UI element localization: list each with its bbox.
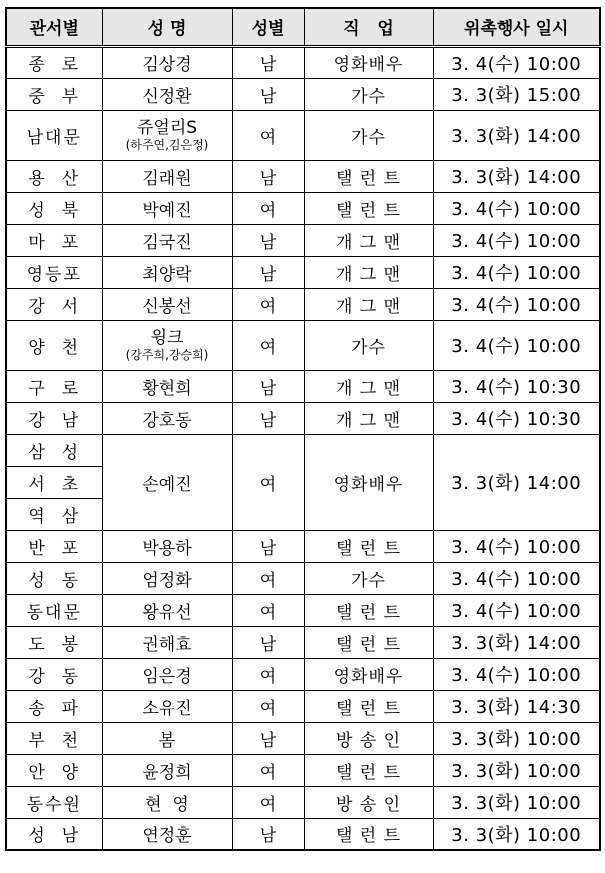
- datetime-cell: 3. 3(화) 14:00: [433, 110, 600, 160]
- gender-cell: 여: [232, 110, 304, 160]
- gender-cell: 남: [232, 78, 304, 110]
- datetime-cell: 3. 4(수) 10:00: [433, 320, 600, 370]
- name-cell: [102, 320, 232, 370]
- job-cell: 가수: [304, 320, 433, 370]
- datetime-cell: 3. 3(화) 14:00: [433, 626, 600, 658]
- station-cell: 성 동: [6, 562, 102, 594]
- table-row: [6, 754, 600, 786]
- name-cell: 강호동: [102, 402, 232, 434]
- job-cell: 개 그 맨: [304, 402, 433, 434]
- name-cell: 김상경: [102, 46, 232, 78]
- job-cell: 개 그 맨: [304, 224, 433, 256]
- job-cell: 개 그 맨: [304, 370, 433, 402]
- station-cell: 도 봉: [6, 626, 102, 658]
- table-row: [6, 562, 600, 594]
- header-row: [6, 8, 600, 46]
- header-datetime: 위촉행사 일시: [433, 8, 600, 46]
- gender-cell: 여: [232, 690, 304, 722]
- name-cell: 김국진: [102, 224, 232, 256]
- name-cell: 손예진: [102, 434, 232, 530]
- ambassador-table: [5, 7, 601, 851]
- name-cell: 권해효: [102, 626, 232, 658]
- job-cell: 가수: [304, 110, 433, 160]
- gender-cell: 남: [232, 256, 304, 288]
- station-cell: 마 포: [6, 224, 102, 256]
- job-cell: 개 그 맨: [304, 288, 433, 320]
- gender-cell: 남: [232, 224, 304, 256]
- station-cell: 용 산: [6, 160, 102, 192]
- job-cell: 탤 런 트: [304, 594, 433, 626]
- gender-cell: 남: [232, 722, 304, 754]
- table-row: [6, 434, 600, 466]
- job-cell: 방 송 인: [304, 722, 433, 754]
- gender-cell: 남: [232, 160, 304, 192]
- header-job: 직 업: [304, 8, 433, 46]
- table-row: [6, 530, 600, 562]
- job-cell: 탤 런 트: [304, 530, 433, 562]
- station-cell: 구 로: [6, 370, 102, 402]
- table-row: [6, 192, 600, 224]
- name-cell: 현 영: [102, 786, 232, 818]
- station-cell: 삼 성: [6, 434, 102, 466]
- datetime-cell: 3. 3(화) 10:00: [433, 818, 600, 850]
- datetime-cell: 3. 4(수) 10:30: [433, 370, 600, 402]
- name-main: 윙크: [150, 328, 184, 348]
- table-row: [6, 626, 600, 658]
- gender-cell: 남: [232, 626, 304, 658]
- name-cell: 황현희: [102, 370, 232, 402]
- table-row: [6, 110, 600, 160]
- job-cell: 탤 런 트: [304, 626, 433, 658]
- gender-cell: 여: [232, 192, 304, 224]
- gender-cell: 남: [232, 370, 304, 402]
- name-cell: 최양락: [102, 256, 232, 288]
- job-cell: 탤 런 트: [304, 818, 433, 850]
- table-row: [6, 78, 600, 110]
- job-cell: 영화배우: [304, 434, 433, 530]
- datetime-cell: 3. 4(수) 10:00: [433, 594, 600, 626]
- table-body: [6, 46, 600, 850]
- name-cell: 임은경: [102, 658, 232, 690]
- datetime-cell: 3. 4(수) 10:00: [433, 224, 600, 256]
- name-members: (하주연,김은정): [125, 138, 209, 152]
- datetime-cell: 3. 3(화) 10:00: [433, 786, 600, 818]
- station-cell: 강 서: [6, 288, 102, 320]
- name-cell: 신정환: [102, 78, 232, 110]
- station-cell: 역 삼: [6, 498, 102, 530]
- job-cell: 탤 런 트: [304, 160, 433, 192]
- job-cell: 영화배우: [304, 658, 433, 690]
- station-cell: 서 초: [6, 466, 102, 498]
- station-cell: 강 동: [6, 658, 102, 690]
- name-cell: 신봉선: [102, 288, 232, 320]
- table-row: [6, 320, 600, 370]
- table-row: [6, 818, 600, 850]
- name-cell: [102, 110, 232, 160]
- station-cell: 남대문: [6, 110, 102, 160]
- table-row: [6, 370, 600, 402]
- table-row: [6, 46, 600, 78]
- table-row: [6, 594, 600, 626]
- gender-cell: 여: [232, 320, 304, 370]
- table-row: [6, 786, 600, 818]
- job-cell: 가수: [304, 562, 433, 594]
- name-cell: 왕유선: [102, 594, 232, 626]
- name-cell: 봄: [102, 722, 232, 754]
- datetime-cell: 3. 3(화) 10:00: [433, 754, 600, 786]
- datetime-cell: 3. 4(수) 10:00: [433, 192, 600, 224]
- datetime-cell: 3. 3(화) 14:00: [433, 434, 600, 530]
- datetime-cell: 3. 4(수) 10:00: [433, 256, 600, 288]
- name-cell: 소유진: [102, 690, 232, 722]
- job-cell: 탤 런 트: [304, 690, 433, 722]
- table-row: [6, 160, 600, 192]
- station-cell: 송 파: [6, 690, 102, 722]
- gender-cell: 여: [232, 434, 304, 530]
- table-row: [6, 690, 600, 722]
- table-row: [6, 256, 600, 288]
- datetime-cell: 3. 4(수) 10:00: [433, 288, 600, 320]
- station-cell: 영등포: [6, 256, 102, 288]
- gender-cell: 남: [232, 402, 304, 434]
- name-cell: 엄정화: [102, 562, 232, 594]
- datetime-cell: 3. 4(수) 10:00: [433, 530, 600, 562]
- job-cell: 개 그 맨: [304, 256, 433, 288]
- table-row: [6, 402, 600, 434]
- name-cell: 박용하: [102, 530, 232, 562]
- station-cell: 동수원: [6, 786, 102, 818]
- datetime-cell: 3. 4(수) 10:00: [433, 562, 600, 594]
- station-cell: 성 남: [6, 818, 102, 850]
- job-cell: 탤 런 트: [304, 192, 433, 224]
- datetime-cell: 3. 4(수) 10:00: [433, 46, 600, 78]
- name-cell: 연정훈: [102, 818, 232, 850]
- job-cell: 탤 런 트: [304, 754, 433, 786]
- name-cell: 박예진: [102, 192, 232, 224]
- datetime-cell: 3. 4(수) 10:30: [433, 402, 600, 434]
- station-cell: 강 남: [6, 402, 102, 434]
- datetime-cell: 3. 3(화) 10:00: [433, 722, 600, 754]
- datetime-cell: 3. 4(수) 10:00: [433, 658, 600, 690]
- gender-cell: 남: [232, 818, 304, 850]
- station-cell: 안 양: [6, 754, 102, 786]
- table-row: [6, 288, 600, 320]
- header-gender: 성별: [232, 8, 304, 46]
- header-station: 관서별: [6, 8, 102, 46]
- gender-cell: 여: [232, 594, 304, 626]
- station-cell: 성 북: [6, 192, 102, 224]
- name-cell: 윤정희: [102, 754, 232, 786]
- station-cell: 중 부: [6, 78, 102, 110]
- datetime-cell: 3. 3(화) 14:30: [433, 690, 600, 722]
- gender-cell: 남: [232, 530, 304, 562]
- station-cell: 양 천: [6, 320, 102, 370]
- station-cell: 동대문: [6, 594, 102, 626]
- gender-cell: 여: [232, 562, 304, 594]
- gender-cell: 여: [232, 288, 304, 320]
- job-cell: 가수: [304, 78, 433, 110]
- gender-cell: 남: [232, 46, 304, 78]
- table-row: [6, 658, 600, 690]
- job-cell: 영화배우: [304, 46, 433, 78]
- gender-cell: 여: [232, 754, 304, 786]
- job-cell: 방 송 인: [304, 786, 433, 818]
- name-members: (강주희,강승희): [125, 348, 209, 362]
- table-row: [6, 224, 600, 256]
- datetime-cell: 3. 3(화) 15:00: [433, 78, 600, 110]
- datetime-cell: 3. 3(화) 14:00: [433, 160, 600, 192]
- gender-cell: 여: [232, 786, 304, 818]
- header-name: 성 명: [102, 8, 232, 46]
- station-cell: 종 로: [6, 46, 102, 78]
- gender-cell: 여: [232, 658, 304, 690]
- table-row: [6, 722, 600, 754]
- name-cell: 김래원: [102, 160, 232, 192]
- station-cell: 부 천: [6, 722, 102, 754]
- station-cell: 반 포: [6, 530, 102, 562]
- name-main: 쥬얼리S: [136, 118, 198, 138]
